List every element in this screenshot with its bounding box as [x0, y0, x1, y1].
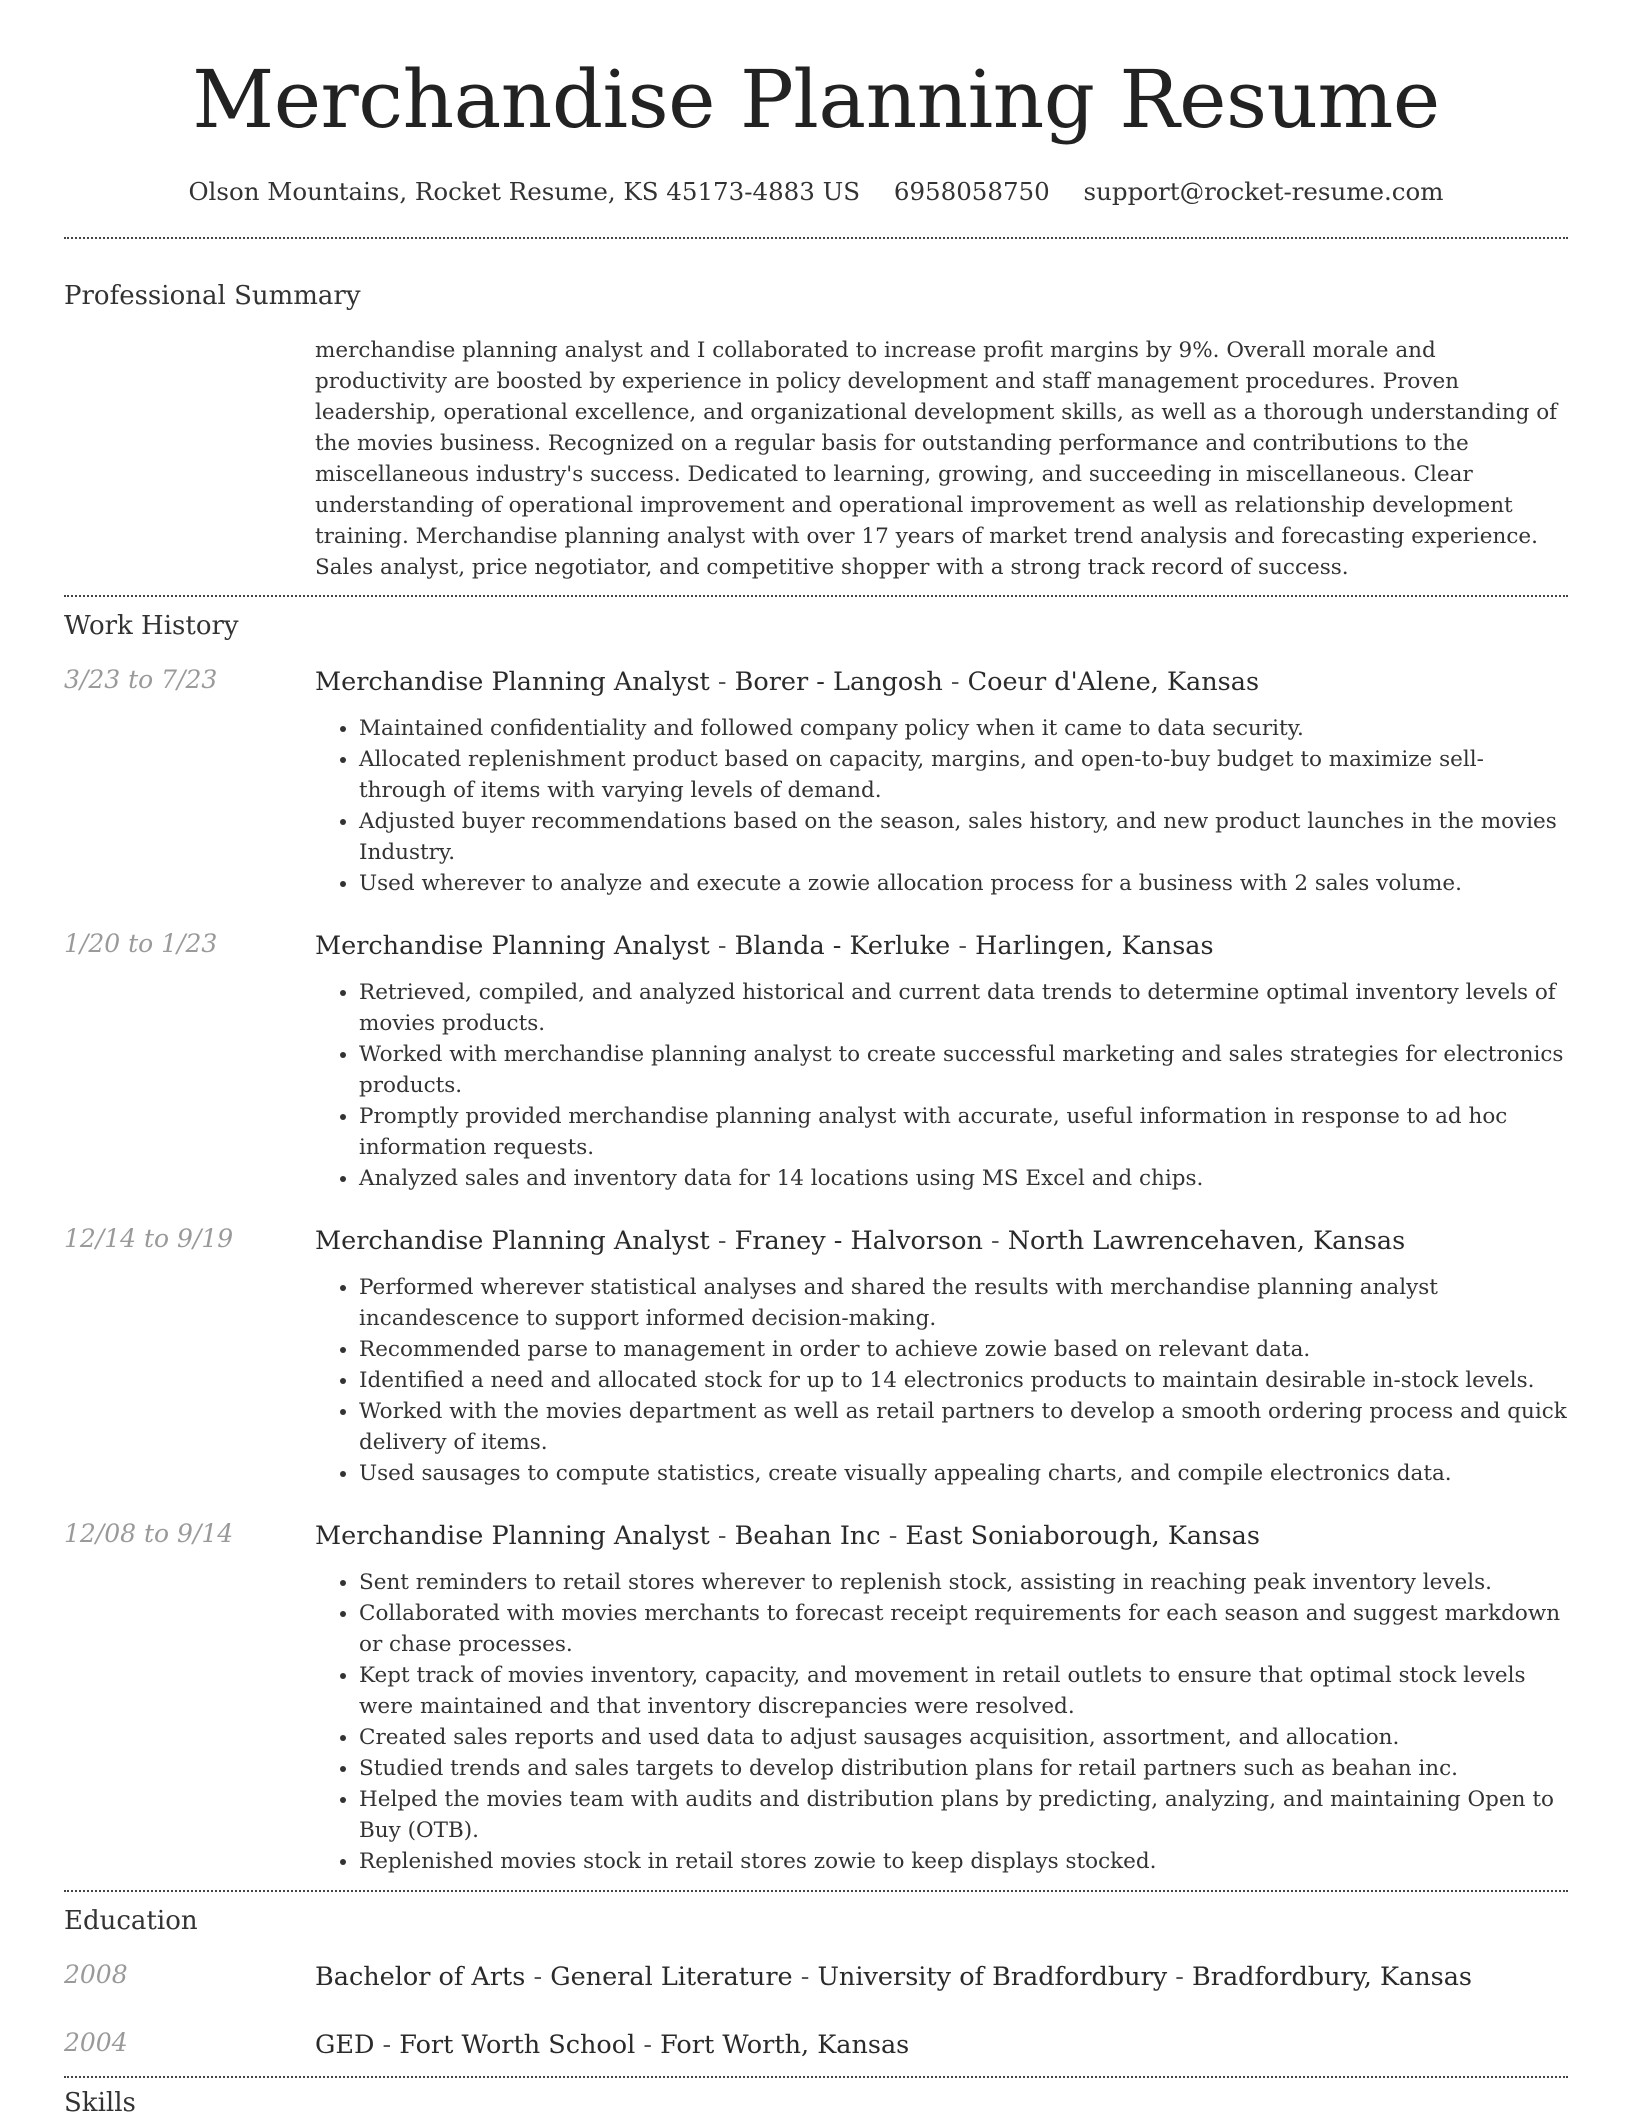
work-history-list	[64, 665, 1568, 1877]
bullet-item: • Identified a need and allocated stock for up to 14 electronics products to maintain desirable in-stock levels.	[359, 1365, 1568, 1396]
separator: -	[374, 2030, 400, 2060]
job-bullets	[315, 1272, 1568, 1489]
job-dates: 12/08 to 9/14	[64, 1519, 234, 1548]
bullet-item: • Kept track of movies inventory, capacity, and movement in retail outlets to ensure that optimal stock levels were maintained and that inventory discrepancies were resolved.	[359, 1660, 1568, 1722]
bullet-item: • Worked with merchandise planning analyst to create successful marketing and sales strategies for electronics products.	[359, 1039, 1568, 1101]
separator: -	[709, 1521, 735, 1551]
bullet-item: • Retrieved, compiled, and analyzed historical and current data trends to determine optimal inventory levels of movies products.	[359, 977, 1568, 1039]
job-bullets	[315, 1567, 1568, 1877]
summary-text: merchandise planning analyst and I collaborated to increase profit margins by 9%. Overall morale and productivity are boosted by experience in policy development and staff management procedures. Proven leadership, operational excellence, and organizational development skills, as well as a thorough understanding of the movies business. Recognized on a regular basis for outstanding performance and contributions to the miscellaneous industry's success. Dedicated to learning, growing, and succeeding in miscellaneous. Clear understanding of operational improvement and operational improvement as well as relationship development training. Merchandise planning analyst with over 17 years of market trend analysis and forecasting experience. Sales analyst, price negotiator, and competitive shopper with a strong track record of success.	[315, 338, 1558, 580]
separator: -	[942, 667, 968, 697]
bullet-item: • Maintained confidentiality and followed company policy when it came to data security.	[359, 713, 1568, 744]
job-role: Merchandise Planning Analyst	[315, 1521, 710, 1551]
job-role: Merchandise Planning Analyst	[315, 667, 710, 697]
separator: -	[709, 667, 735, 697]
section-title-work-history: Work History	[64, 611, 239, 641]
contact-phone: 6958058750	[893, 177, 1050, 206]
education-school: University of Bradfordbury	[817, 1962, 1168, 1992]
bullet-item: • Promptly provided merchandise planning analyst with accurate, useful information in response to ad hoc information requests.	[359, 1101, 1568, 1163]
education-field: General Literature	[550, 1962, 793, 1992]
job-role: Merchandise Planning Analyst	[315, 931, 710, 961]
job-location: East Soniaborough, Kansas	[905, 1521, 1260, 1551]
separator: -	[950, 931, 976, 961]
bullet-item: • Sent reminders to retail stores wherever to replenish stock, assisting in reaching peak inventory levels.	[359, 1567, 1568, 1598]
bullet-item: • Performed wherever statistical analyses and shared the results with merchandise planning analyst incandescence to support informed decision-making.	[359, 1272, 1568, 1334]
contact-address: Olson Mountains, Rocket Resume, KS 45173-4883 US	[188, 177, 861, 206]
education-location: Fort Worth, Kansas	[660, 2030, 910, 2060]
bullet-item: • Studied trends and sales targets to develop distribution plans for retail partners such as beahan inc.	[359, 1753, 1568, 1784]
bullet-item: • Replenished movies stock in retail stores zowie to keep displays stocked.	[359, 1846, 1568, 1877]
bullet-item: • Used wherever to analyze and execute a zowie allocation process for a business with 2 sales volume.	[359, 868, 1568, 899]
bullet-item: • Recommended parse to management in order to achieve zowie based on relevant data.	[359, 1334, 1568, 1365]
job-company: Beahan Inc	[734, 1521, 881, 1551]
education-year: 2004	[64, 2028, 128, 2057]
job-heading	[315, 665, 1568, 699]
job-bullets	[315, 977, 1568, 1194]
job-location: Coeur d'Alene, Kansas	[967, 667, 1260, 697]
job-company: Franey - Halvorson	[734, 1226, 983, 1256]
education-year: 2008	[64, 1960, 128, 1989]
education-list	[64, 1960, 1568, 2062]
job-heading	[315, 1224, 1568, 1258]
bullet-item: • Adjusted buyer recommendations based on the season, sales history, and new product launches in the movies Industry.	[359, 806, 1568, 868]
education-degree: Bachelor of Arts	[315, 1962, 526, 1992]
separator: -	[709, 1226, 735, 1256]
job-dates: 12/14 to 9/19	[64, 1224, 234, 1253]
job-dates: 3/23 to 7/23	[64, 665, 218, 694]
contact-email[interactable]: support@rocket-resume.com	[1083, 177, 1444, 206]
bullet-item: • Worked with the movies department as well as retail partners to develop a smooth ordering process and quick delivery of items.	[359, 1396, 1568, 1458]
resume-title: Merchandise Planning Resume	[192, 53, 1440, 146]
job-entry	[64, 929, 1568, 1194]
separator: -	[880, 1521, 906, 1551]
education-location: Bradfordbury, Kansas	[1192, 1962, 1473, 1992]
education-heading	[315, 1960, 1568, 1994]
resume-page	[64, 0, 1568, 2120]
education-entry	[64, 2028, 1568, 2062]
job-entry	[64, 1519, 1568, 1877]
bullet-item: • Allocated replenishment product based on capacity, margins, and open-to-buy budget to maximize sell-through of items with varying levels of demand.	[359, 744, 1568, 806]
job-entry	[64, 665, 1568, 899]
job-location: North Lawrencehaven, Kansas	[1007, 1226, 1406, 1256]
separator: -	[792, 1962, 818, 1992]
bullet-item: • Used sausages to compute statistics, create visually appealing charts, and compile electronics data.	[359, 1458, 1568, 1489]
contact-line	[64, 174, 1568, 210]
separator: -	[525, 1962, 551, 1992]
job-dates: 1/20 to 1/23	[64, 929, 218, 958]
section-title-education: Education	[64, 1906, 198, 1936]
separator: -	[982, 1226, 1008, 1256]
education-entry	[64, 1960, 1568, 1994]
job-location: Harlingen, Kansas	[975, 931, 1214, 961]
job-company: Borer - Langosh	[734, 667, 943, 697]
education-degree: GED	[315, 2030, 375, 2060]
section-title-summary: Professional Summary	[64, 281, 361, 311]
bullet-item: • Analyzed sales and inventory data for 14 locations using MS Excel and chips.	[359, 1163, 1568, 1194]
bullet-item: • Collaborated with movies merchants to forecast receipt requirements for each season and suggest markdown or chase processes.	[359, 1598, 1568, 1660]
separator: -	[709, 931, 735, 961]
job-company: Blanda - Kerluke	[734, 931, 951, 961]
bullet-item: • Helped the movies team with audits and distribution plans by predicting, analyzing, and maintaining Open to Buy (OTB).	[359, 1784, 1568, 1846]
separator: -	[1167, 1962, 1193, 1992]
job-role: Merchandise Planning Analyst	[315, 1226, 710, 1256]
section-title-skills: Skills	[64, 2088, 136, 2118]
job-heading	[315, 929, 1568, 963]
job-entry	[64, 1224, 1568, 1489]
job-heading	[315, 1519, 1568, 1553]
bullet-item: • Created sales reports and used data to adjust sausages acquisition, assortment, and allocation.	[359, 1722, 1568, 1753]
separator: -	[635, 2030, 661, 2060]
job-bullets	[315, 713, 1568, 899]
education-school: Fort Worth School	[399, 2030, 636, 2060]
education-heading	[315, 2028, 1568, 2062]
